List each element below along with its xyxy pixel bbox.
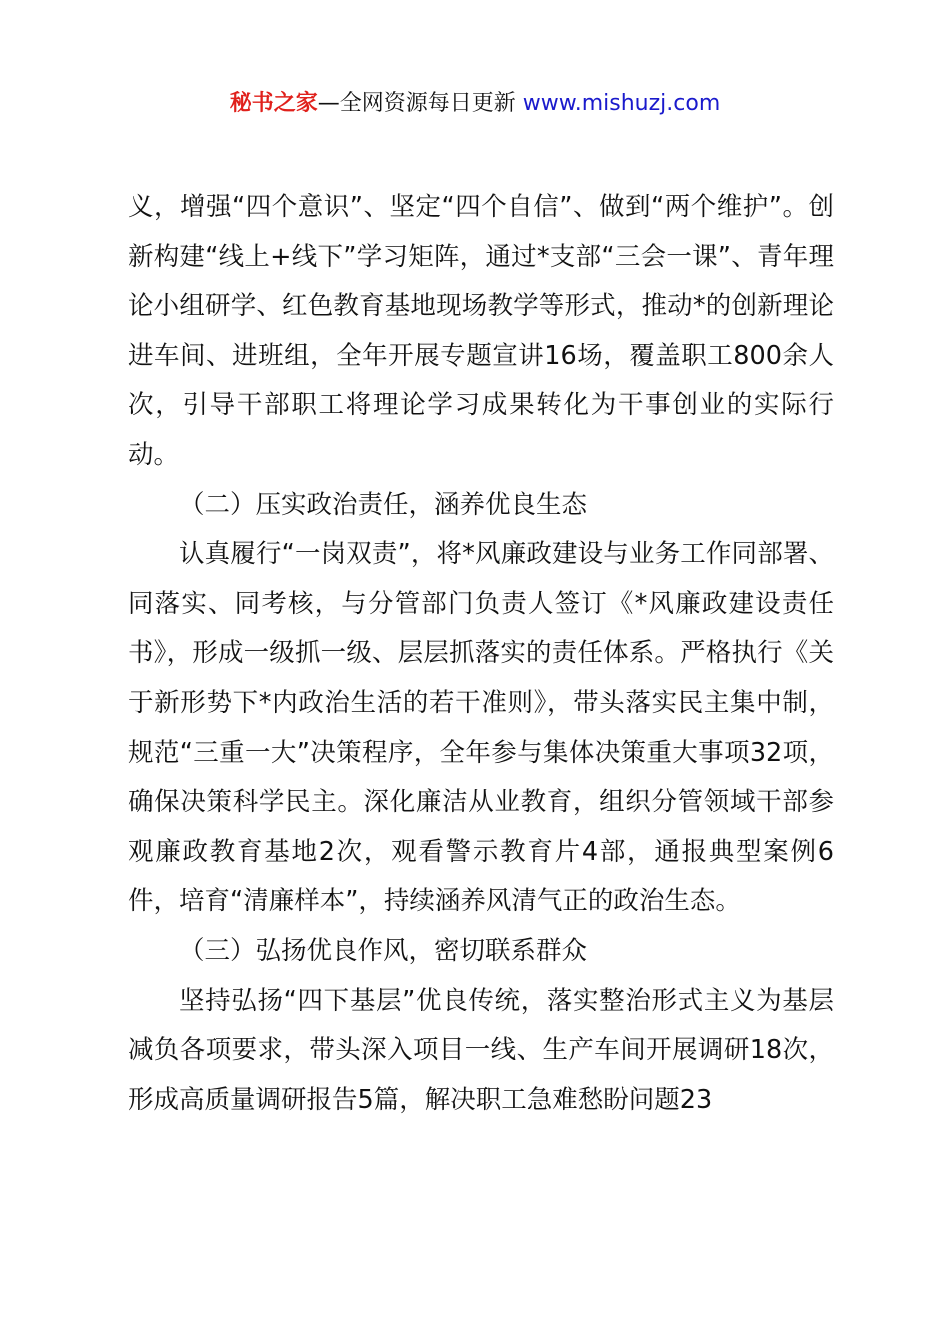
paragraph-body: 认真履行“一岗双责”，将*风廉政建设与业务工作同部署、同落实、同考核，与分管部门负责人签订《*风廉政建设责任书》，形成一级抓一级、层层抓落实的责任体系。严格执行《关于新形势下*内政治生活的若干准则》，带头落实民主集中制，规范“三重一大”决策程序，全年参与集体决策重大事项32项，确保决策科学民主。深化廉洁从业教育，组织分管领域干部参观廉政教育基地2次，观看警示教育片4部，通报典型案例6件，培育“清廉样本”，持续涵养风清气正的政治生态。 bbox=[128, 539, 834, 917]
document-body bbox=[128, 183, 834, 1125]
section-heading-3: （三）弘扬优良作风，密切联系群众 bbox=[179, 935, 588, 966]
header-tagline: —全网资源每日更新 bbox=[317, 91, 523, 116]
page-header bbox=[0, 86, 950, 122]
header-url-link[interactable]: www.mishuzj.com bbox=[522, 91, 721, 116]
paragraph-continuation: 义，增强“四个意识”、坚定“四个自信”、做到“两个维护”。创新构建“线上+线下”学习矩阵，通过*支部“三会一课”、青年理论小组研学、红色教育基地现场教学等形式，推动*的创新理论进车间、进班组，全年开展专题宣讲16场，覆盖职工800余人次，引导干部职工将理论学习成果转化为干事创业的实际行动。 bbox=[128, 192, 834, 470]
section-heading-2: （二）压实政治责任，涵养优良生态 bbox=[179, 489, 588, 520]
paragraph-body: 坚持弘扬“四下基层”优良传统，落实整治形式主义为基层减负各项要求，带头深入项目一线、生产车间开展调研18次，形成高质量调研报告5篇，解决职工急难愁盼问题23 bbox=[128, 985, 834, 1115]
brand-name: 秘书之家 bbox=[229, 91, 318, 116]
